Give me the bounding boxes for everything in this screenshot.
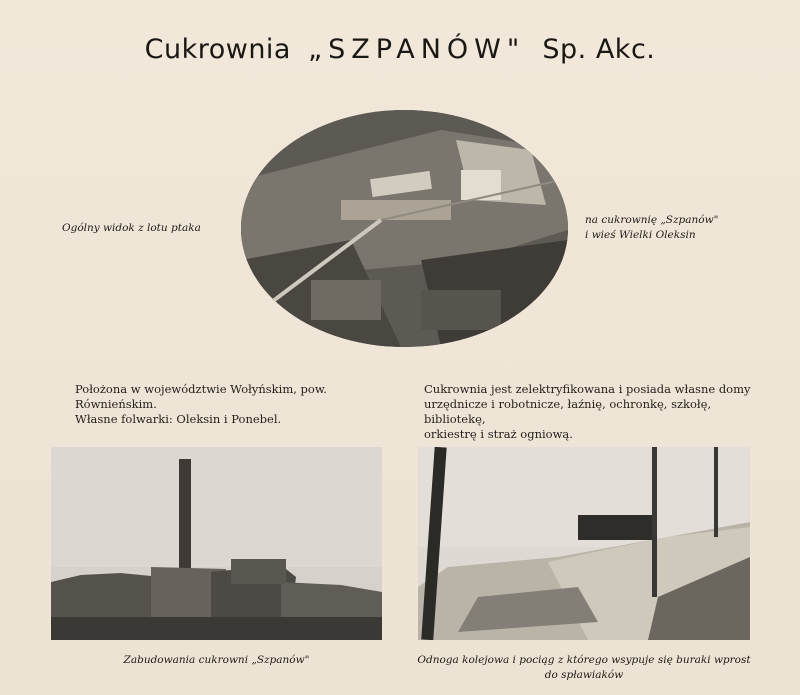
factory-buildings-caption: Zabudowania cukrowni „Szpanów" [123,654,310,666]
page-title [0,34,800,65]
title-brand: „SZPANÓW" [308,34,526,65]
railway-siding-caption [400,653,768,683]
railway-caption-line-2: do spławiaków [544,669,624,681]
aerial-photo [241,110,568,347]
facilities-paragraph [424,382,764,442]
location-line-1: Położona w województwie Wołyńskim, pow. Równieńskim. [75,382,327,411]
facilities-line-3: orkiestrę i straż ogniową. [424,427,573,441]
aerial-caption-right-line1: na cukrownię „Szpanów" [585,214,719,226]
aerial-caption-left: Ogólny widok z lotu ptaka [62,222,201,234]
railway-caption-line-1: Odnoga kolejowa i pociąg z którego wsypuje się buraki wprost [417,654,751,666]
title-prefix: Cukrownia [144,34,291,65]
railway-siding-photo [418,447,750,640]
factory-buildings-photo [51,447,382,640]
location-paragraph [75,382,405,427]
location-line-2: Własne folwarki: Oleksin i Ponebel. [75,412,282,426]
facilities-line-1: Cukrownia jest zelektryfikowana i posiada własne domy [424,382,751,396]
aerial-caption-right [585,213,718,243]
facilities-line-2: urzędnicze i robotnicze, łaźnię, ochronkę, szkołę, bibliotekę, [424,397,712,426]
aerial-caption-right-line2: i wieś Wielki Oleksin [585,229,696,241]
title-suffix: Sp. Akc. [542,34,656,65]
